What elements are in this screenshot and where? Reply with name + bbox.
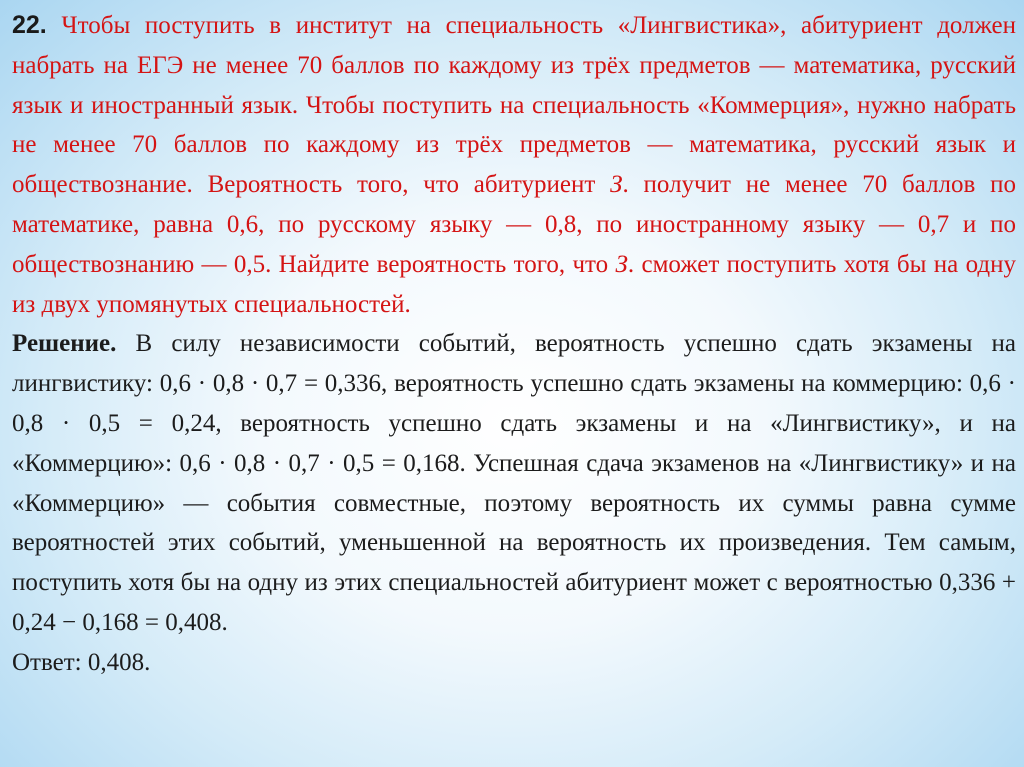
problem-text-part2: . получит не менее 70 баллов по математике, равна 0,6, по русскому языку — 0,8, по иностранному языку — 0,7 и по обществознанию — 0,5. Найдите вероятность того, что (12, 171, 1016, 278)
solution (12, 324, 1016, 642)
problem-number: 22. (12, 11, 47, 39)
applicant-initial-1: З (610, 171, 623, 199)
solution-label: Решение. (12, 330, 117, 358)
solution-text: В силу независимости событий, вероятность успешно сдать экзамены на лингвистику: 0,6 · 0,8 · 0,7 = 0,336, вероятность успешно сдать экзамены на коммерцию: 0,6 · 0,8 · 0,5 = 0,24, вероятность успешно сдать экзамены и на «Лингвистику», и на «Коммерцию»: 0,6 · 0,8 · 0,7 · 0,5 = 0,168. Успешная сдача экзаменов на «Лингвистику» и на «Коммерцию» — события совместные, поэтому вероятность их суммы равна сумме вероятностей этих событий, уменьшенной на вероятность их произведения. Тем самым, поступить хотя бы на одну из этих специальностей абитуриент может с вероятностью 0,336 + 0,24 − 0,168 = 0,408. (12, 330, 1016, 636)
applicant-initial-2: З (615, 250, 628, 278)
problem-statement (12, 6, 1016, 324)
problem-text-part3: . сможет поступить хотя бы на одну из двух упомянутых специальностей. (12, 250, 1016, 318)
answer: Ответ: 0,408. (12, 648, 151, 676)
problem-text-part1: Чтобы поступить в институт на специальность «Лингвистика», абитуриент должен набрать на ЕГЭ не менее 70 баллов по каждому из трёх предметов — математика, русский язык и иностранный язык. Чтобы поступить на специальность «Коммерция», нужно набрать не менее 70 баллов по каждому из трёх предметов — математика, русский язык и обществознание. Вероятность того, что абитуриент (12, 12, 1016, 199)
slide (12, 6, 1016, 761)
